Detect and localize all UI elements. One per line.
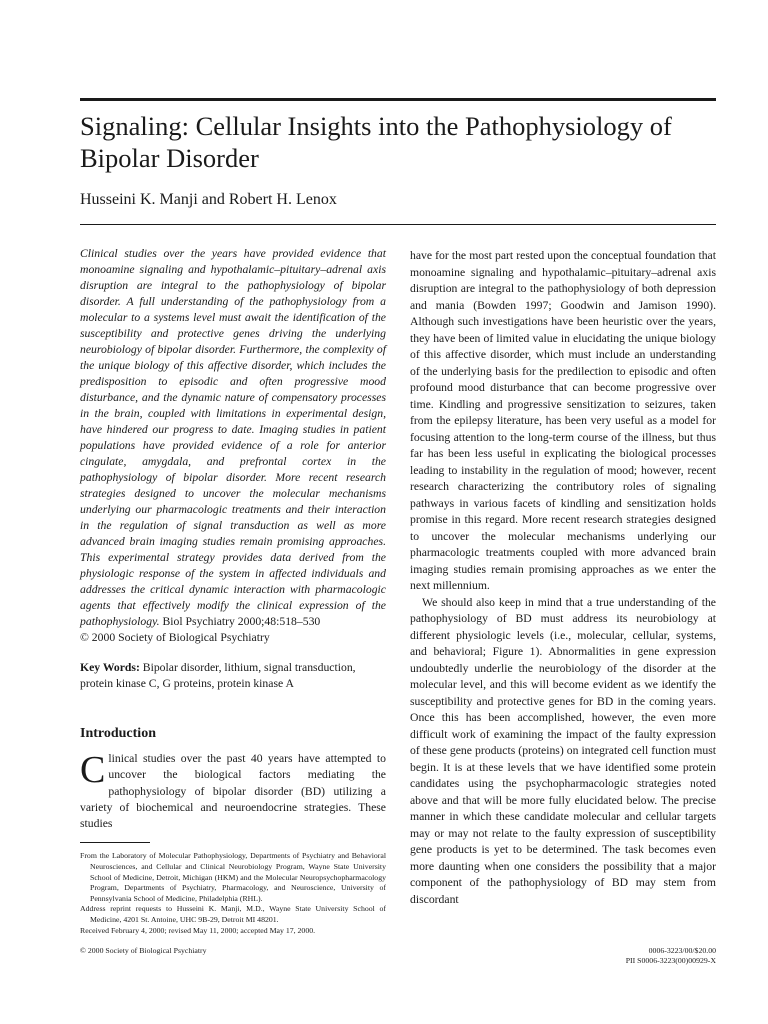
introduction-paragraph [80, 751, 386, 832]
top-rule [80, 98, 716, 101]
footer-pii: PII S0006-3223(00)00929-X [625, 956, 716, 965]
footnotes [80, 851, 386, 936]
author-rule [80, 224, 716, 225]
footer-copyright: © 2000 Society of Biological Psychiatry [80, 946, 207, 955]
drop-cap: C [80, 749, 106, 791]
footnote-reprint-address: Address reprint requests to Husseini K. Manji, M.D., Wayne State University School of Medicine, 4201 St. Antoine, UHC 9B-29, Detroit MI 48201. [80, 904, 386, 925]
footnote-dates: Received February 4, 2000; revised May 11, 2000; accepted May 17, 2000. [80, 925, 316, 935]
footnote-rule [80, 842, 150, 843]
keywords-text: Bipolar disorder, lithium, signal transduction, protein kinase C, G proteins, protein kinase A [80, 661, 356, 690]
body-paragraph-1: have for the most part rested upon the conceptual foundation that monoamine signaling and hypothalamic–pituitary–adrenal axis disruption are integral to the pathophysiology of both depression and mania (Bowden 1997; Goodwin and Jamison 1990). Although such investigations have been heuristic over the years, they have been of limited value in elucidating the unique biology of this affective disorder, which must include an understanding of the underlying basis for the predilection to episodic and often profound mood disturbance that can become progressive over time. Kindling and progressive sensitization to seizures, taken from the epilepsy literature, has been very useful as a model for focusing attention to the long-term course of the illness, but thus far has been less useful in explicating the biological processes leading to instability in the regulation of mood; however, recent research characterizing the contributory roles of signaling pathways in various facets of kindling and sensitization holds promise in this regard. More recent research strategies designed to uncover the molecular mechanisms underlying our pharmacologic treatments coupled with more advanced brain imaging studies remain promising approaches as we enter the next millennium. [410, 249, 716, 592]
article-title: Signaling: Cellular Insights into the Pathophysiology of Bipolar Disorder [80, 111, 672, 173]
abstract-copyright: © 2000 Society of Biological Psychiatry [80, 631, 270, 644]
keywords-label: Key Words: [80, 661, 140, 674]
abstract [80, 246, 386, 646]
abstract-text: Clinical studies over the years have provided evidence that monoamine signaling and hypothalamic–pituitary–adrenal axis disruption are integral to the pathophysiology of bipolar disorder. A full understanding of the pathophysiology from a molecular to a systems level must await the identification of the susceptibility and protective genes driving the underlying neurobiology of bipolar disorder. Furthermore, the complexity of the unique biology of this affective disorder, which includes the predisposition to episodic and often progressive mood disturbance, and the dynamic nature of compensatory processes in the brain, coupled with limitations in experimental design, have hindered our progress to date. Imaging studies in patient populations have provided evidence of a role for anterior cingulate, amygdala, and prefrontal cortex in the pathophysiology of bipolar disorder. More recent research strategies designed to uncover the molecular mechanisms underlying our pharmacologic treatments and their interaction in the regulation of signal transduction as well as more advanced brain imaging studies remain promising approaches. This experimental strategy provides data derived from the physiologic response of the system in affected individuals and addresses the critical dynamic interaction with pharmacologic agents that effectively modify the clinical expression of the pathophysiology. [80, 247, 386, 628]
keywords [80, 660, 386, 692]
footnote-affiliation: From the Laboratory of Molecular Pathophysiology, Departments of Psychiatry and Behavioral Neurosciences, and Cellular and Clinical Neurobiology Program, Wayne State University School of Medicine, Detroit, Michigan (HKM) and the Molecular Neuropsychopharmacology Program, Departments of Psychiatry, Pharmacology, and Neuroscience, University of Pennsylvania School of Medicine, Philadelphia (RHL). [80, 851, 386, 903]
footer-identifiers [626, 946, 716, 966]
body-paragraph-2: We should also keep in mind that a true understanding of the pathophysiology of BD must address its neurobiology at different physiologic levels (i.e., molecular, cellular, systems, and behavioral; Figure 1). Abnormalities in gene expression undoubtedly underlie the neurobiology of the disorder at the molecular level, and this will become evident as we identify the susceptibility and protective genes for BD in the coming years. Once this has been accomplished, however, the even more difficult work of examining the impact of the faulty expression of these gene products (proteins) on integrated cell function must begin. It is at these levels that we have identified some protein candidates using the psychopharmacologic strategies noted above and that will be more fully elucidated below. The precise manner in which these candidate molecular and cellular targets may or may not relate to the faulty expression of susceptibility gene products is yet to be determined. The task becomes even more daunting when one considers the possibility that a major component of the pathophysiology of BD may stem from discordant [410, 595, 716, 906]
left-column [80, 246, 386, 936]
article-authors: Husseini K. Manji and Robert H. Lenox [80, 191, 337, 208]
abstract-citation: Biol Psychiatry 2000;48:518–530 [162, 615, 321, 628]
introduction-heading: Introduction [80, 726, 156, 741]
introduction-text: linical studies over the past 40 years have attempted to uncover the biological factors mediating the pathophysiology of bipolar disorder (BD) utilizing a variety of biochemical and neuroendocrine strategies. These studies [80, 752, 386, 831]
right-column [410, 248, 716, 908]
footer-issn: 0006-3223/00/$20.00 [648, 946, 716, 955]
